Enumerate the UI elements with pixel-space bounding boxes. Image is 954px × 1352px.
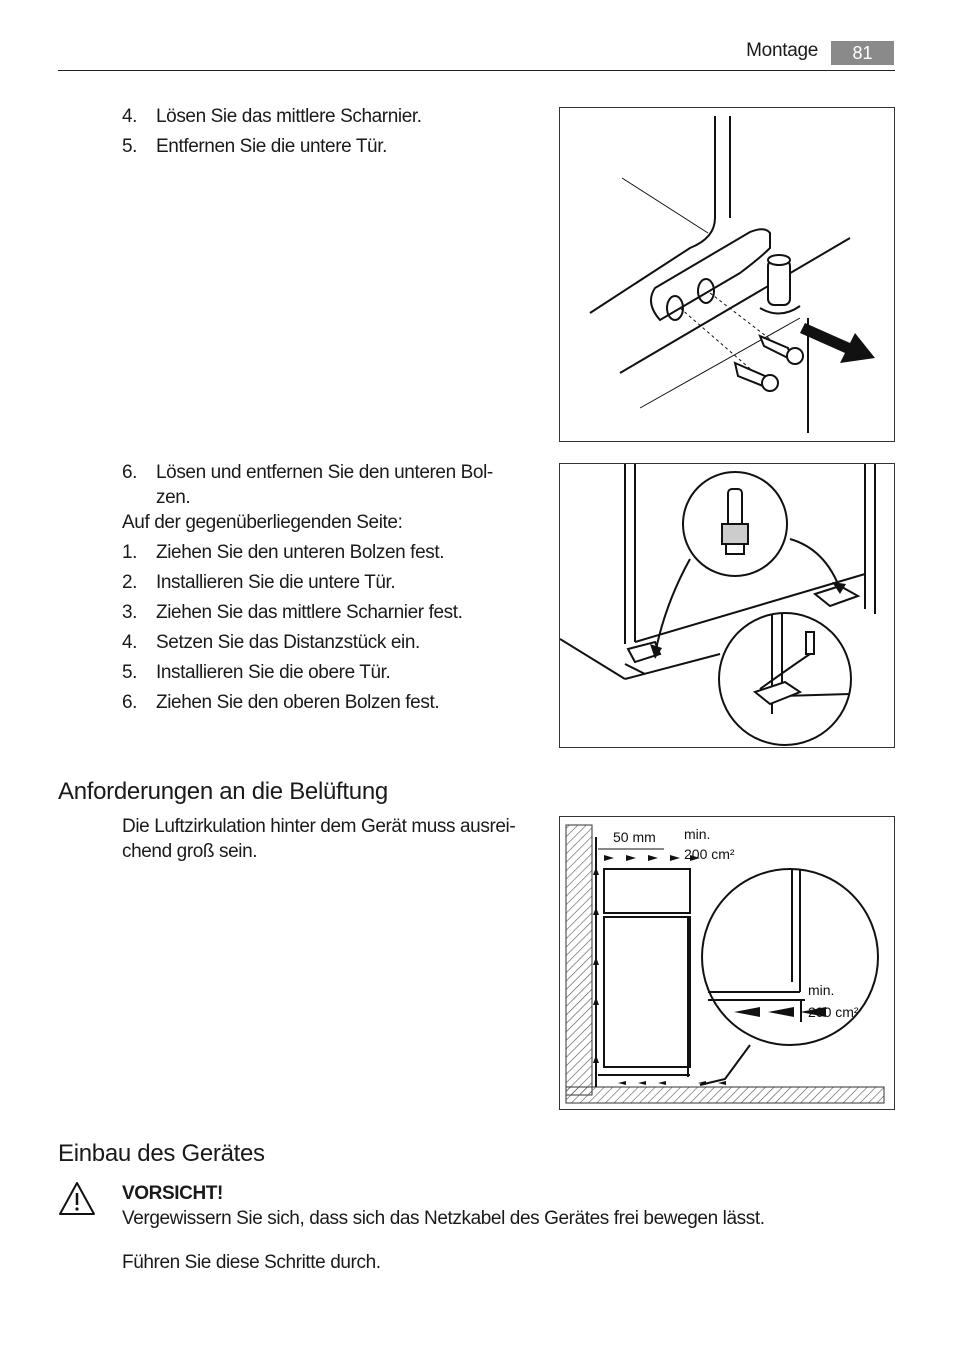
list-number: 1. (122, 542, 138, 563)
list-item (122, 104, 522, 129)
ventilation-body: Die Luftzirkulation hinter dem Gerät muss ausrei-chend groß sein. (122, 816, 516, 862)
list-item (122, 660, 522, 685)
page-number: 81 (831, 41, 894, 65)
section-heading-ventilation: Anforderungen an die Belüftung (58, 778, 388, 805)
list-number: 4. (122, 632, 138, 653)
list-text: Lösen und entfernen Sie den unteren Bol-zen. (156, 462, 493, 508)
warning-triangle-icon (57, 1180, 97, 1223)
list-number: 6. (122, 462, 138, 483)
list-text: Installieren Sie die untere Tür. (156, 572, 396, 593)
figure-ventilation (559, 816, 895, 1110)
opposite-side-label: Auf der gegenüberliegenden Seite: (122, 512, 403, 533)
list-text: Ziehen Sie den oberen Bolzen fest. (156, 692, 440, 713)
list-text: Entfernen Sie die untere Tür. (156, 136, 387, 157)
list-number: 2. (122, 572, 138, 593)
list-item (122, 540, 522, 565)
warning-title: VORSICHT! (122, 1183, 223, 1204)
section-heading-installation: Einbau des Gerätes (58, 1140, 265, 1167)
list-number: 5. (122, 662, 138, 683)
list-item (122, 630, 522, 655)
label-min-top: min. (684, 826, 711, 842)
list-text: Ziehen Sie das mittlere Scharnier fest. (156, 602, 463, 623)
label-area-top: 200 cm² (684, 846, 735, 862)
list-text: Lösen Sie das mittlere Scharnier. (156, 106, 422, 127)
list-item (122, 134, 522, 159)
list-number: 6. (122, 692, 138, 713)
list-number: 3. (122, 602, 138, 623)
running-header-section: Montage (746, 40, 818, 61)
list-item (122, 600, 522, 625)
figure-lower-bolts (559, 463, 895, 748)
label-area-bottom: 200 cm² (808, 1004, 859, 1020)
list-number: 4. (122, 106, 138, 127)
list-text: Installieren Sie die obere Tür. (156, 662, 391, 683)
label-gap: 50 mm (613, 829, 656, 845)
follow-steps-text: Führen Sie diese Schritte durch. (122, 1252, 381, 1273)
list-item (122, 460, 522, 510)
list-item (122, 570, 522, 595)
list-number: 5. (122, 136, 138, 157)
warning-text: Vergewissern Sie sich, dass sich das Netzkabel des Gerätes frei bewegen lässt. (122, 1208, 765, 1229)
label-min-bottom: min. (808, 982, 835, 998)
list-text: Ziehen Sie den unteren Bolzen fest. (156, 542, 445, 563)
header-rule (58, 70, 895, 71)
figure-middle-hinge (559, 107, 895, 442)
list-item (122, 690, 522, 715)
list-text: Setzen Sie das Distanzstück ein. (156, 632, 420, 653)
